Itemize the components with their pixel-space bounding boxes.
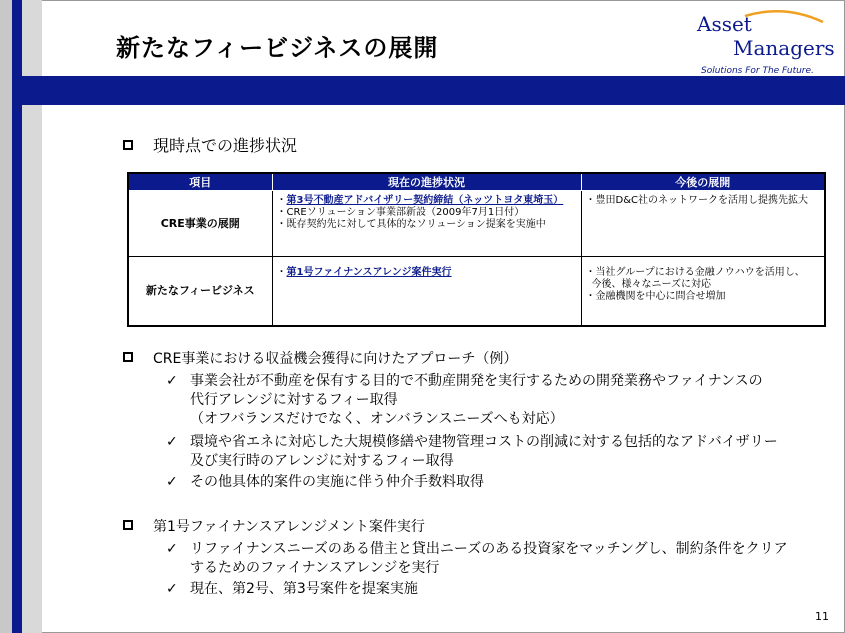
square-bullet-icon xyxy=(123,352,133,362)
status-line: CREソリューション事業部新設（2009年7月1日付） xyxy=(286,207,525,218)
list-item-text: リファイナンスニーズのある借主と貸出ニーズのある投資家をマッチングし、制約条件をクリア xyxy=(190,541,788,557)
list-item-text: 環境や省エネに対応した大規模修繕や建物管理コストの削減に対する包括的なアドバイザリー xyxy=(190,434,778,450)
header-navy-band xyxy=(22,76,845,105)
future-line: 豊田D&C社のネットワークを活用し提携先拡大 xyxy=(595,195,808,206)
list-item-text: 事業会社が不動産を保有する目的で不動産開発を実行するための開発業務やファイナンスの xyxy=(190,373,763,389)
checkmark-icon: ✓ xyxy=(166,541,178,557)
future-line: 今後、様々なニーズに対応 xyxy=(591,279,711,290)
table-cell-status: ・第3号不動産アドバイザリー契約締結（ネッツトヨタ東埼玉） ・CREソリューション事業部新設（2009年7月1日付） ・既存契約先に対して具体的なソリューション提案を実施中 xyxy=(272,191,581,257)
table-row xyxy=(128,191,825,257)
list-item-text: 代行アレンジに対するフィー取得 xyxy=(190,392,398,408)
table-cell-item: 新たなフィービジネス xyxy=(128,257,272,326)
square-bullet-icon xyxy=(123,520,133,530)
logo-text-asset: Asset xyxy=(697,12,752,36)
status-link[interactable]: 第3号不動産アドバイザリー契約締結（ネッツトヨタ東埼玉） xyxy=(286,195,564,206)
table-header-cell: 現在の進捗状況 xyxy=(272,173,581,191)
left-navy-bar xyxy=(12,0,22,633)
list-item-text: 現在、第2号、第3号案件を提案実施 xyxy=(190,581,418,597)
future-line: 金融機関を中心に問合せ増加 xyxy=(595,291,726,302)
table-header-row xyxy=(128,173,825,191)
list-item-text: その他具体的案件の実施に伴う仲介手数料取得 xyxy=(190,474,484,490)
future-line: 当社グループにおける金融ノウハウを活用し、 xyxy=(595,267,805,278)
logo-tagline: Solutions For The Future. xyxy=(701,66,814,76)
table-cell-item: CRE事業の展開 xyxy=(128,191,272,257)
checkmark-icon: ✓ xyxy=(166,434,178,450)
square-bullet-icon xyxy=(123,140,133,150)
table-header-cell: 今後の展開 xyxy=(581,173,825,191)
logo-text-managers: Managers xyxy=(733,36,835,60)
left-gray-bar xyxy=(0,0,12,633)
table-cell-future: ・豊田D&C社のネットワークを活用し提携先拡大 xyxy=(581,191,825,257)
table-header-cell: 項目 xyxy=(128,173,272,191)
table-cell-future: ・当社グループにおける金融ノウハウを活用し、 今後、様々なニーズに対応 ・金融機関を中心に問合せ増加 xyxy=(581,257,825,326)
checkmark-icon: ✓ xyxy=(166,373,178,389)
company-logo xyxy=(695,8,835,78)
section-finance-label: 第1号ファイナンスアレンジメント案件実行 xyxy=(153,519,425,535)
list-item-text: 及び実行時のアレンジに対するフィー取得 xyxy=(190,453,454,469)
slide-title: 新たなフィービジネスの展開 xyxy=(116,34,439,62)
list-item xyxy=(166,433,778,471)
progress-table xyxy=(127,172,826,327)
section-progress-label: 現時点での進捗状況 xyxy=(153,136,298,155)
list-item xyxy=(166,540,788,578)
status-line: 既存契約先に対して具体的なソリューション提案を実施中 xyxy=(286,219,546,230)
list-item xyxy=(166,372,763,429)
list-item xyxy=(166,580,418,599)
checkmark-icon: ✓ xyxy=(166,581,178,597)
section-approach-label: CRE事業における収益機会獲得に向けたアプローチ（例） xyxy=(153,351,518,367)
list-item xyxy=(166,473,484,492)
section-approach-heading xyxy=(123,348,517,368)
page-number: 11 xyxy=(815,610,829,623)
table-cell-status: ・第1号ファイナンスアレンジ案件実行 xyxy=(272,257,581,326)
list-item-text: するためのファイナンスアレンジを実行 xyxy=(190,560,440,576)
status-link[interactable]: 第1号ファイナンスアレンジ案件実行 xyxy=(286,267,452,278)
section-finance-heading xyxy=(123,516,425,536)
checkmark-icon: ✓ xyxy=(166,474,178,490)
section-progress-heading xyxy=(123,133,297,156)
list-item-text: （オフバランスだけでなく、オンバランスニーズへも対応） xyxy=(190,411,564,427)
table-row xyxy=(128,257,825,326)
